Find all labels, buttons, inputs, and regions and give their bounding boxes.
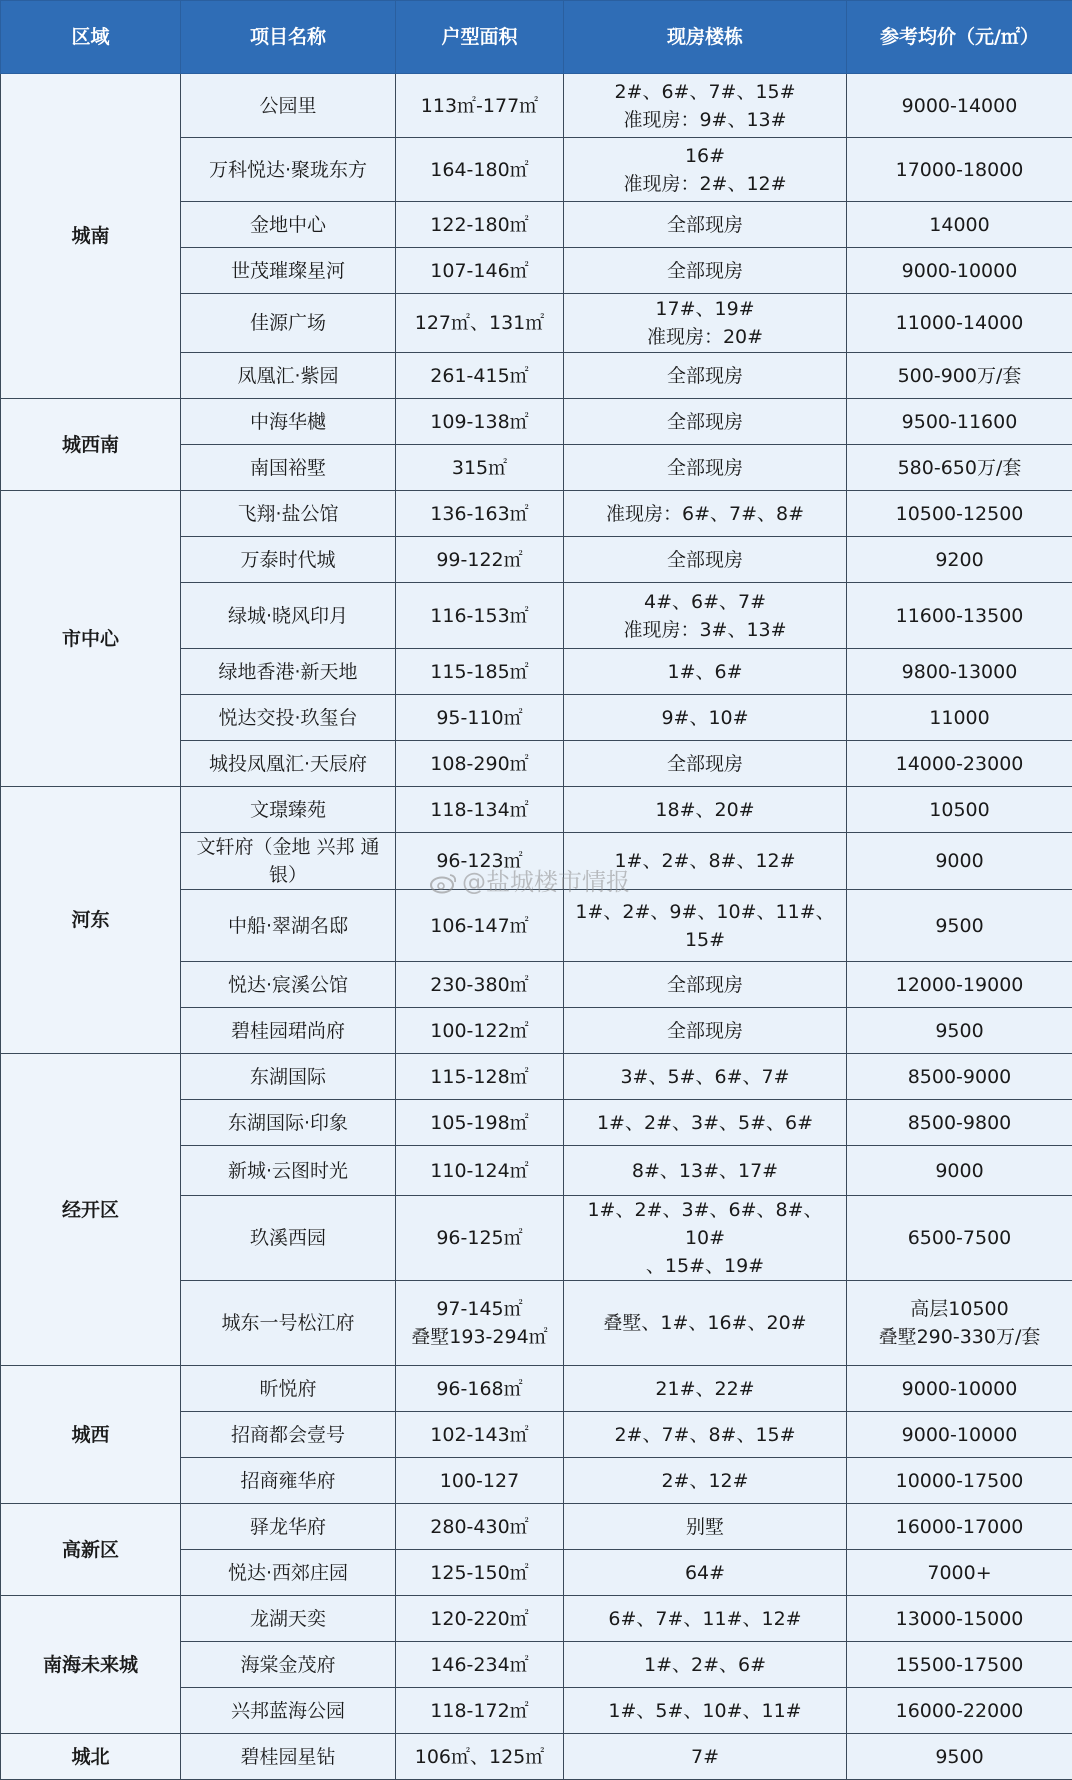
area-cell xyxy=(396,491,564,537)
buildings-cell xyxy=(564,962,847,1008)
area-cell xyxy=(396,890,564,962)
area-cell xyxy=(396,787,564,833)
area-cell xyxy=(396,1412,564,1458)
area-line: 叠墅193-294㎡ xyxy=(400,1323,559,1351)
area-cell xyxy=(396,1366,564,1412)
buildings-line: 全部现房 xyxy=(568,1017,842,1045)
buildings-cell xyxy=(564,695,847,741)
price-cell xyxy=(847,138,1072,202)
price-line: 9000 xyxy=(851,1157,1068,1185)
buildings-cell xyxy=(564,583,847,649)
buildings-line: 准现房：6#、7#、8# xyxy=(568,500,842,528)
area-line: 108-290㎡ xyxy=(400,750,559,778)
project-cell: 绿地香港·新天地 xyxy=(181,649,396,695)
area-cell xyxy=(396,741,564,787)
buildings-line: 18#、20# xyxy=(568,796,842,824)
region-cell: 城南 xyxy=(1,74,181,399)
area-cell xyxy=(396,537,564,583)
buildings-cell xyxy=(564,1196,847,1281)
area-line: 146-234㎡ xyxy=(400,1651,559,1679)
area-line: 100-127 xyxy=(400,1467,559,1495)
price-line: 9000 xyxy=(851,847,1068,875)
buildings-line: 64# xyxy=(568,1559,842,1587)
area-cell xyxy=(396,1550,564,1596)
price-cell xyxy=(847,1596,1072,1642)
price-cell xyxy=(847,1458,1072,1504)
area-cell xyxy=(396,649,564,695)
buildings-line: 准现房：2#、12# xyxy=(568,170,842,198)
table-row xyxy=(1,1596,1072,1642)
buildings-line: 全部现房 xyxy=(568,211,842,239)
price-cell xyxy=(847,353,1072,399)
price-line: 9500 xyxy=(851,912,1068,940)
price-line: 9000-10000 xyxy=(851,1421,1068,1449)
area-cell xyxy=(396,1100,564,1146)
price-cell xyxy=(847,74,1072,138)
price-cell xyxy=(847,1504,1072,1550)
price-line: 9500 xyxy=(851,1017,1068,1045)
buildings-cell xyxy=(564,294,847,353)
area-line: 100-122㎡ xyxy=(400,1017,559,1045)
table-row xyxy=(1,787,1072,833)
project-cell: 金地中心 xyxy=(181,202,396,248)
buildings-cell xyxy=(564,1008,847,1054)
buildings-line: 9#、10# xyxy=(568,704,842,732)
region-cell: 河东 xyxy=(1,787,181,1054)
area-line: 261-415㎡ xyxy=(400,362,559,390)
buildings-line: 16# xyxy=(568,142,842,170)
price-cell xyxy=(847,1281,1072,1366)
area-line: 105-198㎡ xyxy=(400,1109,559,1137)
region-cell: 城北 xyxy=(1,1734,181,1780)
area-cell xyxy=(396,1008,564,1054)
project-cell: 海棠金茂府 xyxy=(181,1642,396,1688)
price-cell xyxy=(847,1008,1072,1054)
area-line: 125-150㎡ xyxy=(400,1559,559,1587)
area-cell xyxy=(396,445,564,491)
buildings-line: 3#、5#、6#、7# xyxy=(568,1063,842,1091)
area-line: 106㎡、125㎡ xyxy=(400,1743,559,1771)
price-line: 16000-17000 xyxy=(851,1513,1068,1541)
project-cell: 佳源广场 xyxy=(181,294,396,353)
price-cell xyxy=(847,248,1072,294)
buildings-line: 准现房：20# xyxy=(568,323,842,351)
buildings-cell xyxy=(564,537,847,583)
buildings-cell xyxy=(564,353,847,399)
price-cell xyxy=(847,1734,1072,1780)
area-cell xyxy=(396,1146,564,1196)
area-line: 116-153㎡ xyxy=(400,602,559,630)
buildings-cell xyxy=(564,1688,847,1734)
project-cell: 悦达交投·玖玺台 xyxy=(181,695,396,741)
watermark-text: @盐城楼市情报 xyxy=(462,868,630,896)
price-line: 14000 xyxy=(851,211,1068,239)
price-line: 高层10500 xyxy=(851,1295,1068,1323)
price-cell xyxy=(847,695,1072,741)
price-line: 9800-13000 xyxy=(851,658,1068,686)
region-cell: 南海未来城 xyxy=(1,1596,181,1734)
price-line: 11000-14000 xyxy=(851,309,1068,337)
buildings-line: 2#、6#、7#、15# xyxy=(568,78,842,106)
price-cell xyxy=(847,491,1072,537)
price-cell xyxy=(847,1196,1072,1281)
area-cell xyxy=(396,248,564,294)
area-cell xyxy=(396,695,564,741)
buildings-line: 全部现房 xyxy=(568,546,842,574)
price-cell xyxy=(847,1146,1072,1196)
project-cell: 碧桂园珺尚府 xyxy=(181,1008,396,1054)
price-cell xyxy=(847,537,1072,583)
price-cell xyxy=(847,1100,1072,1146)
buildings-line: 别墅 xyxy=(568,1513,842,1541)
price-cell xyxy=(847,1054,1072,1100)
project-cell: 南国裕墅 xyxy=(181,445,396,491)
buildings-cell xyxy=(564,399,847,445)
region-cell: 市中心 xyxy=(1,491,181,787)
header-area: 户型面积 xyxy=(396,1,564,74)
price-line: 11000 xyxy=(851,704,1068,732)
area-line: 122-180㎡ xyxy=(400,211,559,239)
buildings-cell xyxy=(564,1146,847,1196)
area-cell xyxy=(396,353,564,399)
price-line: 9000-10000 xyxy=(851,257,1068,285)
buildings-cell xyxy=(564,202,847,248)
area-line: 230-380㎡ xyxy=(400,971,559,999)
region-cell: 城西南 xyxy=(1,399,181,491)
buildings-cell xyxy=(564,1366,847,1412)
area-cell xyxy=(396,1196,564,1281)
price-line: 8500-9800 xyxy=(851,1109,1068,1137)
buildings-line: 1#、2#、3#、5#、6# xyxy=(568,1109,842,1137)
table-row xyxy=(1,491,1072,537)
price-line: 9200 xyxy=(851,546,1068,574)
price-line: 9000-14000 xyxy=(851,92,1068,120)
area-line: 109-138㎡ xyxy=(400,408,559,436)
area-line: 118-172㎡ xyxy=(400,1697,559,1725)
area-line: 115-128㎡ xyxy=(400,1063,559,1091)
area-line: 110-124㎡ xyxy=(400,1157,559,1185)
area-line: 95-110㎡ xyxy=(400,704,559,732)
buildings-line: 准现房：9#、13# xyxy=(568,106,842,134)
price-line: 7000+ xyxy=(851,1559,1068,1587)
area-line: 96-168㎡ xyxy=(400,1375,559,1403)
project-cell: 悦达·西郊庄园 xyxy=(181,1550,396,1596)
price-line: 10000-17500 xyxy=(851,1467,1068,1495)
area-cell xyxy=(396,1458,564,1504)
price-cell xyxy=(847,833,1072,890)
buildings-line: 1#、2#、9#、10#、11#、 xyxy=(568,898,842,926)
project-cell: 悦达·宸溪公馆 xyxy=(181,962,396,1008)
project-cell: 东湖国际 xyxy=(181,1054,396,1100)
area-line: 127㎡、131㎡ xyxy=(400,309,559,337)
project-cell: 绿城·晓风印月 xyxy=(181,583,396,649)
area-cell xyxy=(396,1281,564,1366)
area-cell xyxy=(396,962,564,1008)
project-cell: 文璟臻苑 xyxy=(181,787,396,833)
area-line: 113㎡-177㎡ xyxy=(400,92,559,120)
area-line: 99-122㎡ xyxy=(400,546,559,574)
price-cell xyxy=(847,787,1072,833)
area-cell xyxy=(396,1054,564,1100)
area-line: 136-163㎡ xyxy=(400,500,559,528)
buildings-cell xyxy=(564,1100,847,1146)
buildings-line: 全部现房 xyxy=(568,362,842,390)
buildings-line: 、15#、19# xyxy=(568,1252,842,1280)
area-line: 315㎡ xyxy=(400,454,559,482)
price-line: 500-900万/套 xyxy=(851,362,1068,390)
project-cell: 驿龙华府 xyxy=(181,1504,396,1550)
buildings-cell xyxy=(564,1504,847,1550)
buildings-cell xyxy=(564,74,847,138)
price-line: 12000-19000 xyxy=(851,971,1068,999)
area-line: 102-143㎡ xyxy=(400,1421,559,1449)
buildings-line: 全部现房 xyxy=(568,971,842,999)
table-body xyxy=(1,74,1072,1780)
table-row xyxy=(1,1504,1072,1550)
area-line: 118-134㎡ xyxy=(400,796,559,824)
price-line: 10500 xyxy=(851,796,1068,824)
buildings-line: 1#、5#、10#、11# xyxy=(568,1697,842,1725)
price-line: 6500-7500 xyxy=(851,1224,1068,1252)
price-line: 8500-9000 xyxy=(851,1063,1068,1091)
table-row xyxy=(1,1054,1072,1100)
area-cell xyxy=(396,583,564,649)
buildings-line: 准现房：3#、13# xyxy=(568,616,842,644)
buildings-line: 4#、6#、7# xyxy=(568,588,842,616)
price-cell xyxy=(847,1642,1072,1688)
area-cell xyxy=(396,1596,564,1642)
buildings-cell xyxy=(564,1281,847,1366)
price-cell xyxy=(847,399,1072,445)
project-cell: 万科悦达·聚珑东方 xyxy=(181,138,396,202)
price-line: 9500 xyxy=(851,1743,1068,1771)
buildings-cell xyxy=(564,649,847,695)
price-cell xyxy=(847,1412,1072,1458)
price-cell xyxy=(847,445,1072,491)
buildings-line: 7# xyxy=(568,1743,842,1771)
project-cell: 世茂璀璨星河 xyxy=(181,248,396,294)
price-line: 10500-12500 xyxy=(851,500,1068,528)
price-cell xyxy=(847,1688,1072,1734)
buildings-line: 全部现房 xyxy=(568,750,842,778)
area-cell xyxy=(396,1688,564,1734)
buildings-line: 1#、2#、6# xyxy=(568,1651,842,1679)
area-cell xyxy=(396,202,564,248)
table-row xyxy=(1,74,1072,138)
area-line: 120-220㎡ xyxy=(400,1605,559,1633)
region-cell: 经开区 xyxy=(1,1054,181,1366)
price-cell xyxy=(847,962,1072,1008)
buildings-line: 2#、7#、8#、15# xyxy=(568,1421,842,1449)
price-line: 17000-18000 xyxy=(851,156,1068,184)
price-cell xyxy=(847,202,1072,248)
area-line: 96-123㎡ xyxy=(400,847,559,875)
area-line: 280-430㎡ xyxy=(400,1513,559,1541)
price-cell xyxy=(847,294,1072,353)
buildings-cell xyxy=(564,1458,847,1504)
region-cell: 城西 xyxy=(1,1366,181,1504)
buildings-cell xyxy=(564,833,847,890)
buildings-cell xyxy=(564,1054,847,1100)
price-line: 14000-23000 xyxy=(851,750,1068,778)
price-cell xyxy=(847,649,1072,695)
area-line: 97-145㎡ xyxy=(400,1295,559,1323)
area-line: 107-146㎡ xyxy=(400,257,559,285)
buildings-line: 17#、19# xyxy=(568,295,842,323)
area-cell xyxy=(396,833,564,890)
price-line: 9500-11600 xyxy=(851,408,1068,436)
area-line: 115-185㎡ xyxy=(400,658,559,686)
project-cell: 昕悦府 xyxy=(181,1366,396,1412)
buildings-line: 1#、6# xyxy=(568,658,842,686)
buildings-cell xyxy=(564,138,847,202)
buildings-cell xyxy=(564,445,847,491)
buildings-cell xyxy=(564,1550,847,1596)
project-cell: 城投凤凰汇·天辰府 xyxy=(181,741,396,787)
buildings-line: 叠墅、1#、16#、20# xyxy=(568,1309,842,1337)
price-line: 11600-13500 xyxy=(851,602,1068,630)
buildings-cell xyxy=(564,1412,847,1458)
price-cell xyxy=(847,583,1072,649)
area-line: 164-180㎡ xyxy=(400,156,559,184)
project-cell: 碧桂园星钻 xyxy=(181,1734,396,1780)
buildings-cell xyxy=(564,787,847,833)
project-cell: 文轩府（金地 兴邦 通银） xyxy=(181,833,396,890)
price-cell xyxy=(847,1550,1072,1596)
project-cell: 公园里 xyxy=(181,74,396,138)
table-row xyxy=(1,1366,1072,1412)
project-cell: 玖溪西园 xyxy=(181,1196,396,1281)
area-line: 106-147㎡ xyxy=(400,912,559,940)
area-cell xyxy=(396,1642,564,1688)
area-cell xyxy=(396,1504,564,1550)
table-row xyxy=(1,1734,1072,1780)
area-cell xyxy=(396,138,564,202)
project-cell: 龙湖天奕 xyxy=(181,1596,396,1642)
project-cell: 新城·云图时光 xyxy=(181,1146,396,1196)
area-cell xyxy=(396,1734,564,1780)
price-line: 叠墅290-330万/套 xyxy=(851,1323,1068,1351)
price-cell xyxy=(847,741,1072,787)
header-buildings: 现房楼栋 xyxy=(564,1,847,74)
buildings-line: 15# xyxy=(568,926,842,954)
buildings-line: 21#、22# xyxy=(568,1375,842,1403)
price-line: 580-650万/套 xyxy=(851,454,1068,482)
project-cell: 飞翔·盐公馆 xyxy=(181,491,396,537)
project-cell: 中船·翠湖名邸 xyxy=(181,890,396,962)
project-cell: 中海华樾 xyxy=(181,399,396,445)
buildings-cell xyxy=(564,1596,847,1642)
buildings-line: 全部现房 xyxy=(568,454,842,482)
price-cell xyxy=(847,890,1072,962)
buildings-line: 全部现房 xyxy=(568,257,842,285)
buildings-line: 6#、7#、11#、12# xyxy=(568,1605,842,1633)
buildings-cell xyxy=(564,491,847,537)
project-cell: 招商雍华府 xyxy=(181,1458,396,1504)
table-row xyxy=(1,399,1072,445)
buildings-line: 8#、13#、17# xyxy=(568,1157,842,1185)
price-line: 9000-10000 xyxy=(851,1375,1068,1403)
buildings-cell xyxy=(564,1734,847,1780)
header-region: 区域 xyxy=(1,1,181,74)
buildings-cell xyxy=(564,248,847,294)
project-cell: 兴邦蓝海公园 xyxy=(181,1688,396,1734)
buildings-line: 全部现房 xyxy=(568,408,842,436)
area-cell xyxy=(396,294,564,353)
area-cell xyxy=(396,399,564,445)
price-cell xyxy=(847,1366,1072,1412)
project-cell: 万泰时代城 xyxy=(181,537,396,583)
area-cell xyxy=(396,74,564,138)
project-cell: 凤凰汇·紫园 xyxy=(181,353,396,399)
price-line: 16000-22000 xyxy=(851,1697,1068,1725)
header-price: 参考均价（元/㎡） xyxy=(847,1,1072,74)
header-row xyxy=(1,1,1072,74)
price-line: 13000-15000 xyxy=(851,1605,1068,1633)
price-line: 15500-17500 xyxy=(851,1651,1068,1679)
buildings-line: 2#、12# xyxy=(568,1467,842,1495)
header-project: 项目名称 xyxy=(181,1,396,74)
buildings-cell xyxy=(564,1642,847,1688)
project-cell: 城东一号松江府 xyxy=(181,1281,396,1366)
area-line: 96-125㎡ xyxy=(400,1224,559,1252)
project-cell: 东湖国际·印象 xyxy=(181,1100,396,1146)
buildings-cell xyxy=(564,890,847,962)
buildings-cell xyxy=(564,741,847,787)
region-cell: 高新区 xyxy=(1,1504,181,1596)
buildings-line: 1#、2#、8#、12# xyxy=(568,847,842,875)
buildings-line: 1#、2#、3#、6#、8#、10# xyxy=(568,1196,842,1252)
project-cell: 招商都会壹号 xyxy=(181,1412,396,1458)
